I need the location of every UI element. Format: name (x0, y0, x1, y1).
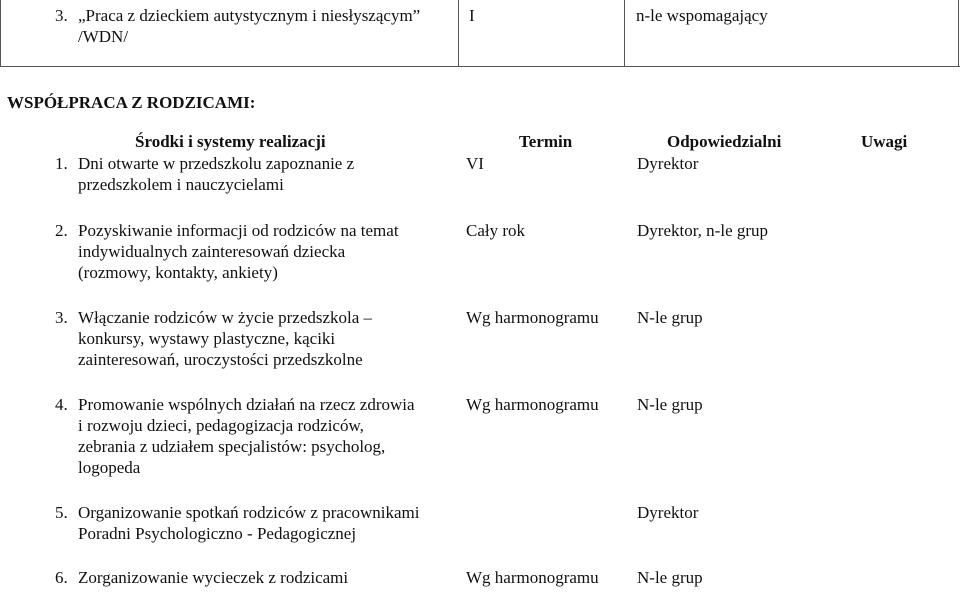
row-number: 2. (55, 221, 68, 240)
row-text-line: przedszkolem i nauczycielami (78, 175, 284, 194)
row-responsible: Dyrektor (637, 154, 699, 173)
row-text-line: konkursy, wystawy plastyczne, kąciki (78, 329, 336, 348)
row-term: Wg harmonogramu (466, 308, 599, 327)
top-row-number: 3. (55, 6, 68, 25)
row-number: 3. (55, 308, 68, 327)
top-table-col-divider-3 (624, 0, 625, 67)
row-text-line: indywidualnych zainteresowań dziecka (78, 242, 346, 261)
row-text-line: Pozyskiwanie informacji od rodziców na temat (78, 221, 399, 240)
top-row-text-line2: /WDN/ (78, 27, 129, 46)
top-table-col-divider-2 (458, 0, 459, 67)
row-responsible: Dyrektor, n-le grup (637, 221, 769, 240)
top-table-col-divider-4 (958, 0, 959, 67)
row-text-line: Włączanie rodziców w życie przedszkola – (78, 308, 373, 327)
top-table-bottom-border (0, 66, 960, 67)
row-text-line: (rozmowy, kontakty, ankiety) (78, 263, 278, 282)
row-term: Cały rok (466, 221, 526, 240)
row-text-line: zebrania z udziałem specjalistów: psycholog, (78, 437, 386, 456)
section-title: WSPÓŁPRACA Z RODZICAMI: (7, 93, 256, 112)
row-text-line: zainteresowań, uroczystości przedszkolne (78, 350, 363, 369)
top-table-col-divider-1 (0, 0, 1, 67)
row-text-line: Poradni Psychologiczno - Pedagogicznej (78, 524, 357, 543)
row-text-line: Organizowanie spotkań rodziców z pracownikami (78, 503, 420, 522)
row-term: VI (466, 154, 484, 173)
row-term: Wg harmonogramu (466, 395, 599, 414)
row-number: 1. (55, 154, 68, 173)
row-text-line: Promowanie wspólnych działań na rzecz zdrowia (78, 395, 415, 414)
row-number: 5. (55, 503, 68, 522)
row-text-line: logopeda (78, 458, 141, 477)
row-term: Wg harmonogramu (466, 568, 599, 587)
row-responsible: Dyrektor (637, 503, 699, 522)
top-row-term: I (469, 6, 475, 25)
header-notes: Uwagi (861, 132, 908, 151)
row-number: 6. (55, 568, 68, 587)
row-number: 4. (55, 395, 68, 414)
row-text-line: i rozwoju dzieci, pedagogizacja rodziców, (78, 416, 364, 435)
row-responsible: N-le grup (637, 395, 703, 414)
header-means: Środki i systemy realizacji (135, 132, 326, 151)
top-row-responsible: n-le wspomagający (636, 6, 768, 25)
header-responsible: Odpowiedzialni (667, 132, 782, 151)
row-responsible: N-le grup (637, 568, 703, 587)
row-responsible: N-le grup (637, 308, 703, 327)
header-term: Termin (519, 132, 573, 151)
top-row-text-line1: „Praca z dzieckiem autystycznym i niesłyszącym” (78, 6, 421, 25)
row-text-line: Dni otwarte w przedszkolu zapoznanie z (78, 154, 355, 173)
row-text-line: Zorganizowanie wycieczek z rodzicami (78, 568, 349, 587)
